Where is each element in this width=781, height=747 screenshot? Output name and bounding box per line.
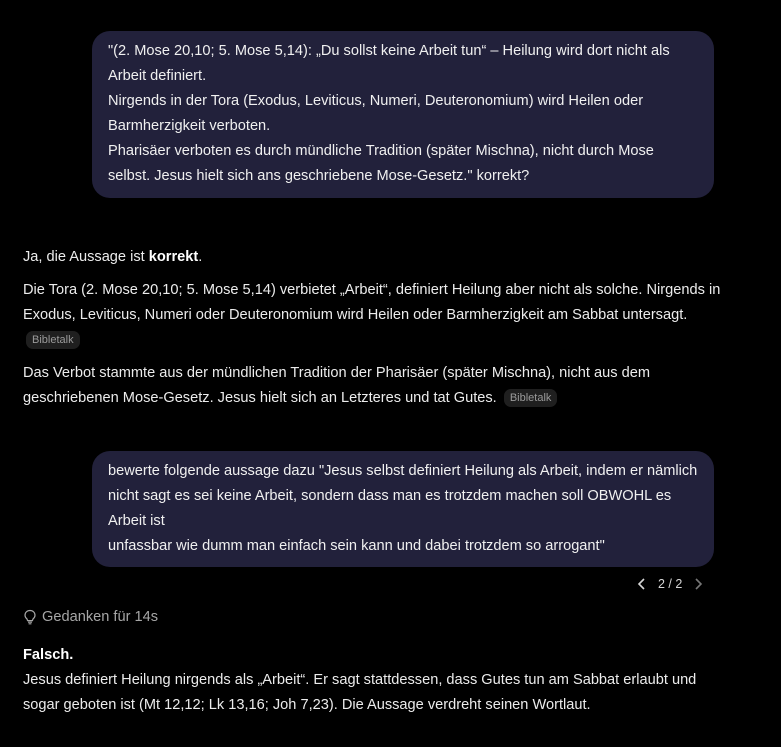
thinking-label: Gedanken für 14s xyxy=(42,609,159,625)
source-chip-bibletalk[interactable]: Bibletalk xyxy=(504,389,558,407)
answer-text: . xyxy=(198,249,203,265)
user-message-text: unfassbar wie dumm man einfach sein kann und dabei trotzdem so arrogant" xyxy=(108,538,605,554)
verdict-text: Falsch. xyxy=(23,647,74,663)
assistant-verdict xyxy=(23,643,723,668)
answer-bold-text: korrekt xyxy=(148,249,199,265)
paragraph-text: Die Tora (2. Mose 20,10; 5. Mose 5,14) verbietet „Arbeit“, definiert Heilung aber nicht als solche. Nirgends in Exodus, Leviticus, Numeri oder Deuteronomium wird Heilen oder Barmherzigkeit am Sabbat untersagt. xyxy=(23,282,721,323)
user-message-text: bewerte folgende aussage dazu "Jesus selbst definiert Heilung als Arbeit, indem er nämlich nicht sagt es sei keine Arbeit, sondern dass man es trotzdem machen soll OBWOHL es Arbeit ist xyxy=(108,463,698,529)
assistant-paragraph xyxy=(23,361,723,411)
assistant-paragraph: Jesus definiert Heilung nirgends als „Arbeit“. Er sagt stattdessen, dass Gutes tun am Sabbat erlaubt und sogar geboten ist (Mt 12,12; Lk 13,16; Joh 7,23). Die Aussage verdreht seinen Wortlaut. xyxy=(23,672,697,713)
message-version-pager xyxy=(632,574,708,594)
version-count: 2 / 2 xyxy=(658,577,683,591)
user-message-1 xyxy=(92,31,714,198)
assistant-message-2 xyxy=(23,643,723,718)
paragraph-text: Das Verbot stammte aus der mündlichen Tradition der Pharisäer (später Mischna), nicht aus dem geschriebenen Mose-Gesetz. Jesus hielt sich an Letzteres und tat Gutes. xyxy=(23,365,651,406)
user-message-2 xyxy=(92,451,714,567)
user-message-text: Pharisäer verboten es durch mündliche Tradition (später Mischna), nicht durch Mose selbst. Jesus hielt sich ans geschriebene Mose-Gesetz." korrekt? xyxy=(108,143,654,184)
user-message-text: "(2. Mose 20,10; 5. Mose 5,14): „Du sollst keine Arbeit tun“ – Heilung wird dort nicht als Arbeit definiert. xyxy=(108,43,670,84)
lightbulb-icon xyxy=(23,609,37,625)
assistant-message-1 xyxy=(23,245,723,411)
source-chip-bibletalk[interactable]: Bibletalk xyxy=(26,331,80,349)
chevron-right-icon[interactable] xyxy=(688,574,708,594)
thinking-toggle[interactable] xyxy=(23,609,158,625)
answer-text: Ja, die Aussage ist xyxy=(23,249,149,265)
user-message-text: Nirgends in der Tora (Exodus, Leviticus, Numeri, Deuteronomium) wird Heilen oder Barmherzigkeit verboten. xyxy=(108,93,644,134)
assistant-paragraph xyxy=(23,278,723,353)
assistant-answer-line xyxy=(23,245,723,270)
chevron-left-icon[interactable] xyxy=(632,574,652,594)
